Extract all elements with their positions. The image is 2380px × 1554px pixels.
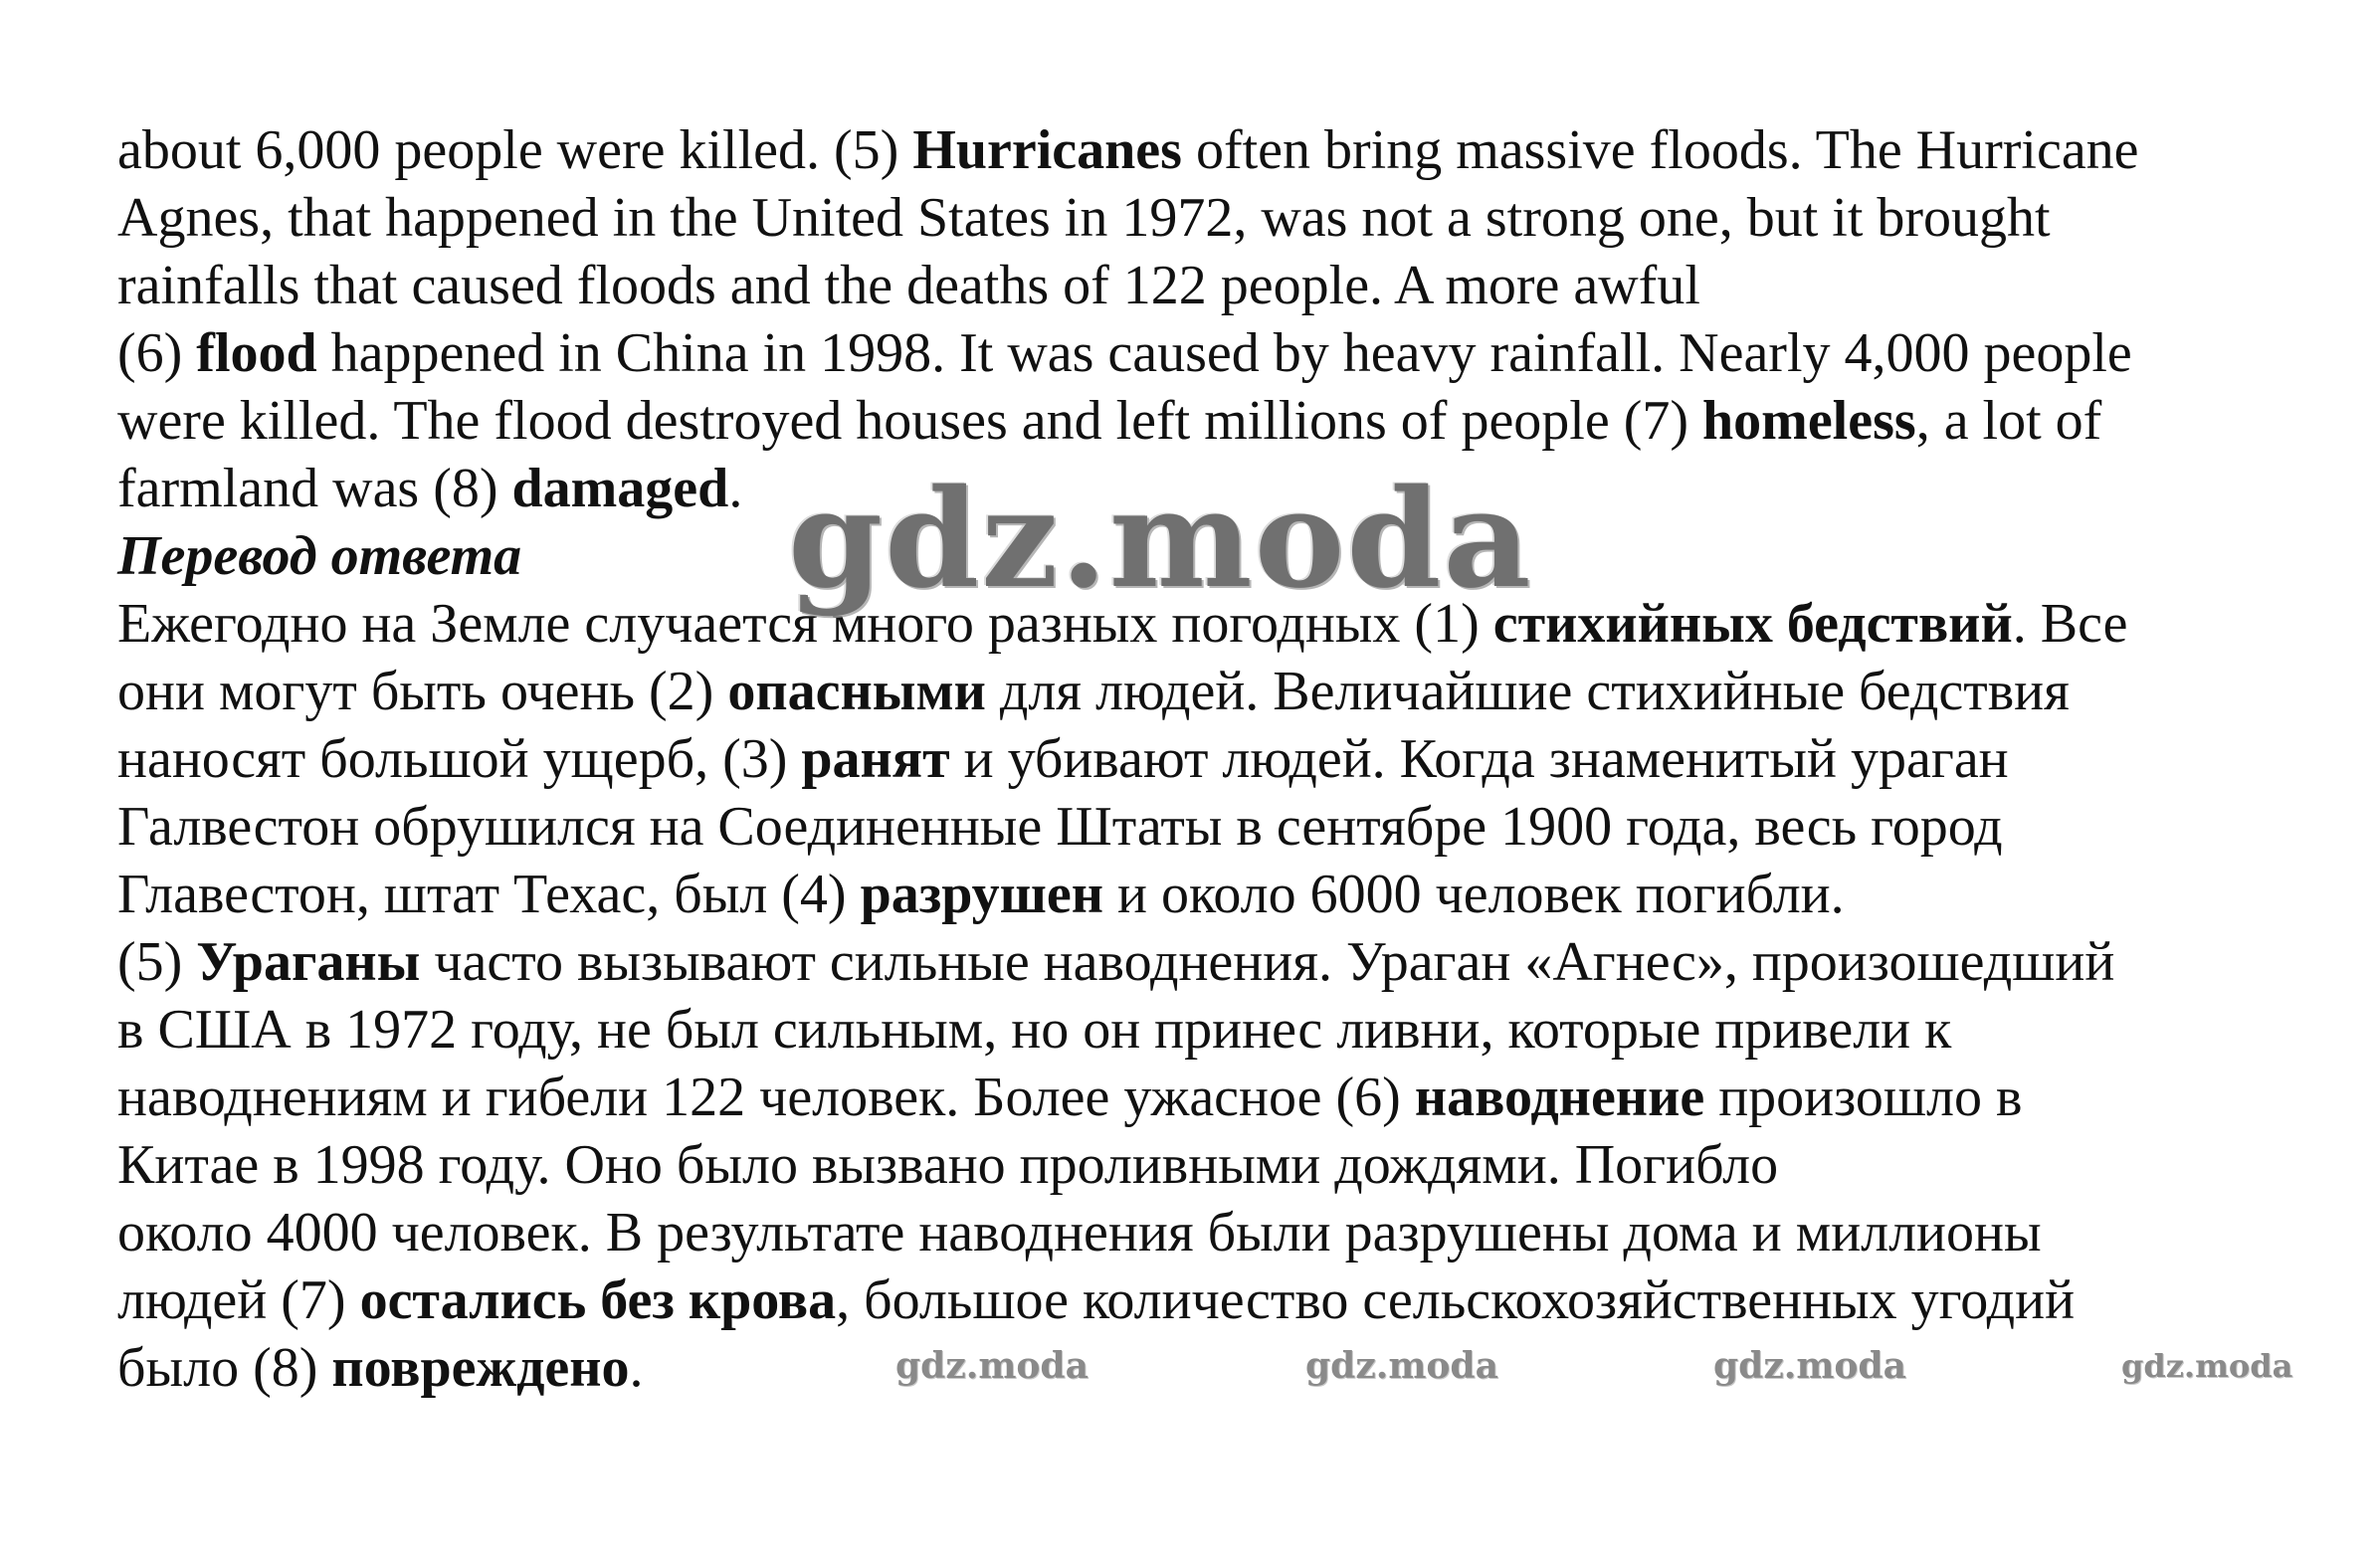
bold-term: повреждено (331, 1337, 630, 1399)
watermark-small: gdz.moda (895, 1345, 1089, 1387)
bold-term: опасными (727, 661, 986, 722)
translation-line: Китае в 1998 году. Оно было вызвано проливными дождями. Погибло (117, 1134, 1779, 1196)
translation-line: Галвестон обрушился на Соединенные Штаты в сентябре 1900 года, весь город (117, 796, 2003, 858)
translation-line: (5) Ураганы часто вызывают сильные наводнения. Ураган «Агнес», произошедший (117, 931, 2115, 993)
translation-line: Главестон, штат Техас, был (4) разрушен и около 6000 человек погибли. (117, 864, 1845, 925)
bold-term: наводнение (1414, 1067, 1705, 1128)
translation-line: Ежегодно на Земле случается много разных погодных (1) стихийных бедствий. Все (117, 593, 2128, 655)
translation-line: около 4000 человек. В результате наводнения были разрушены дома и миллионы (117, 1202, 2042, 1263)
english-line: were killed. The flood destroyed houses and left millions of people (7) homeless, a lot of (117, 390, 2102, 452)
bold-term: разрушен (860, 864, 1104, 925)
english-line: rainfalls that caused floods and the deaths of 122 people. A more awful (117, 255, 1700, 316)
translation-line: наносят большой ущерб, (3) ранят и убивают людей. Когда знаменитый ураган (117, 728, 2009, 790)
watermark-main: gdz.moda (788, 460, 1533, 619)
translation-line: они могут быть очень (2) опасными для людей. Величайшие стихийные бедствия (117, 661, 2070, 722)
watermark-small: gdz.moda (1713, 1345, 1906, 1387)
translation-heading: Перевод ответа (117, 525, 522, 587)
watermark-small: gdz.moda (2121, 1347, 2293, 1385)
bold-term: Ураганы (196, 931, 421, 993)
watermark-small: gdz.moda (1305, 1345, 1498, 1387)
bold-term: Hurricanes (912, 119, 1182, 181)
bold-term: остались без крова (359, 1269, 837, 1331)
translation-line: людей (7) остались без крова, большое количество сельскохозяйственных угодий (117, 1269, 2076, 1331)
translation-line: наводнениям и гибели 122 человек. Более ужасное (6) наводнение произошло в (117, 1067, 2023, 1128)
translation-line: в США в 1972 году, не был сильным, но он принес ливни, которые привели к (117, 999, 1952, 1061)
translation-line: было (8) повреждено. (117, 1337, 644, 1399)
english-line: (6) flood happened in China in 1998. It was caused by heavy rainfall. Nearly 4,000 people (117, 322, 2132, 384)
bold-term: flood (196, 322, 317, 384)
bold-term: ранят (801, 728, 950, 790)
english-line: about 6,000 people were killed. (5) Hurricanes often bring massive floods. The Hurricane (117, 119, 2139, 181)
bold-term: damaged (511, 458, 729, 519)
english-line: Agnes, that happened in the United States in 1972, was not a strong one, but it brought (117, 187, 2051, 249)
english-line: farmland was (8) damaged. (117, 458, 743, 519)
bold-term: стихийных бедствий (1492, 593, 2013, 655)
bold-term: homeless (1702, 390, 1916, 452)
